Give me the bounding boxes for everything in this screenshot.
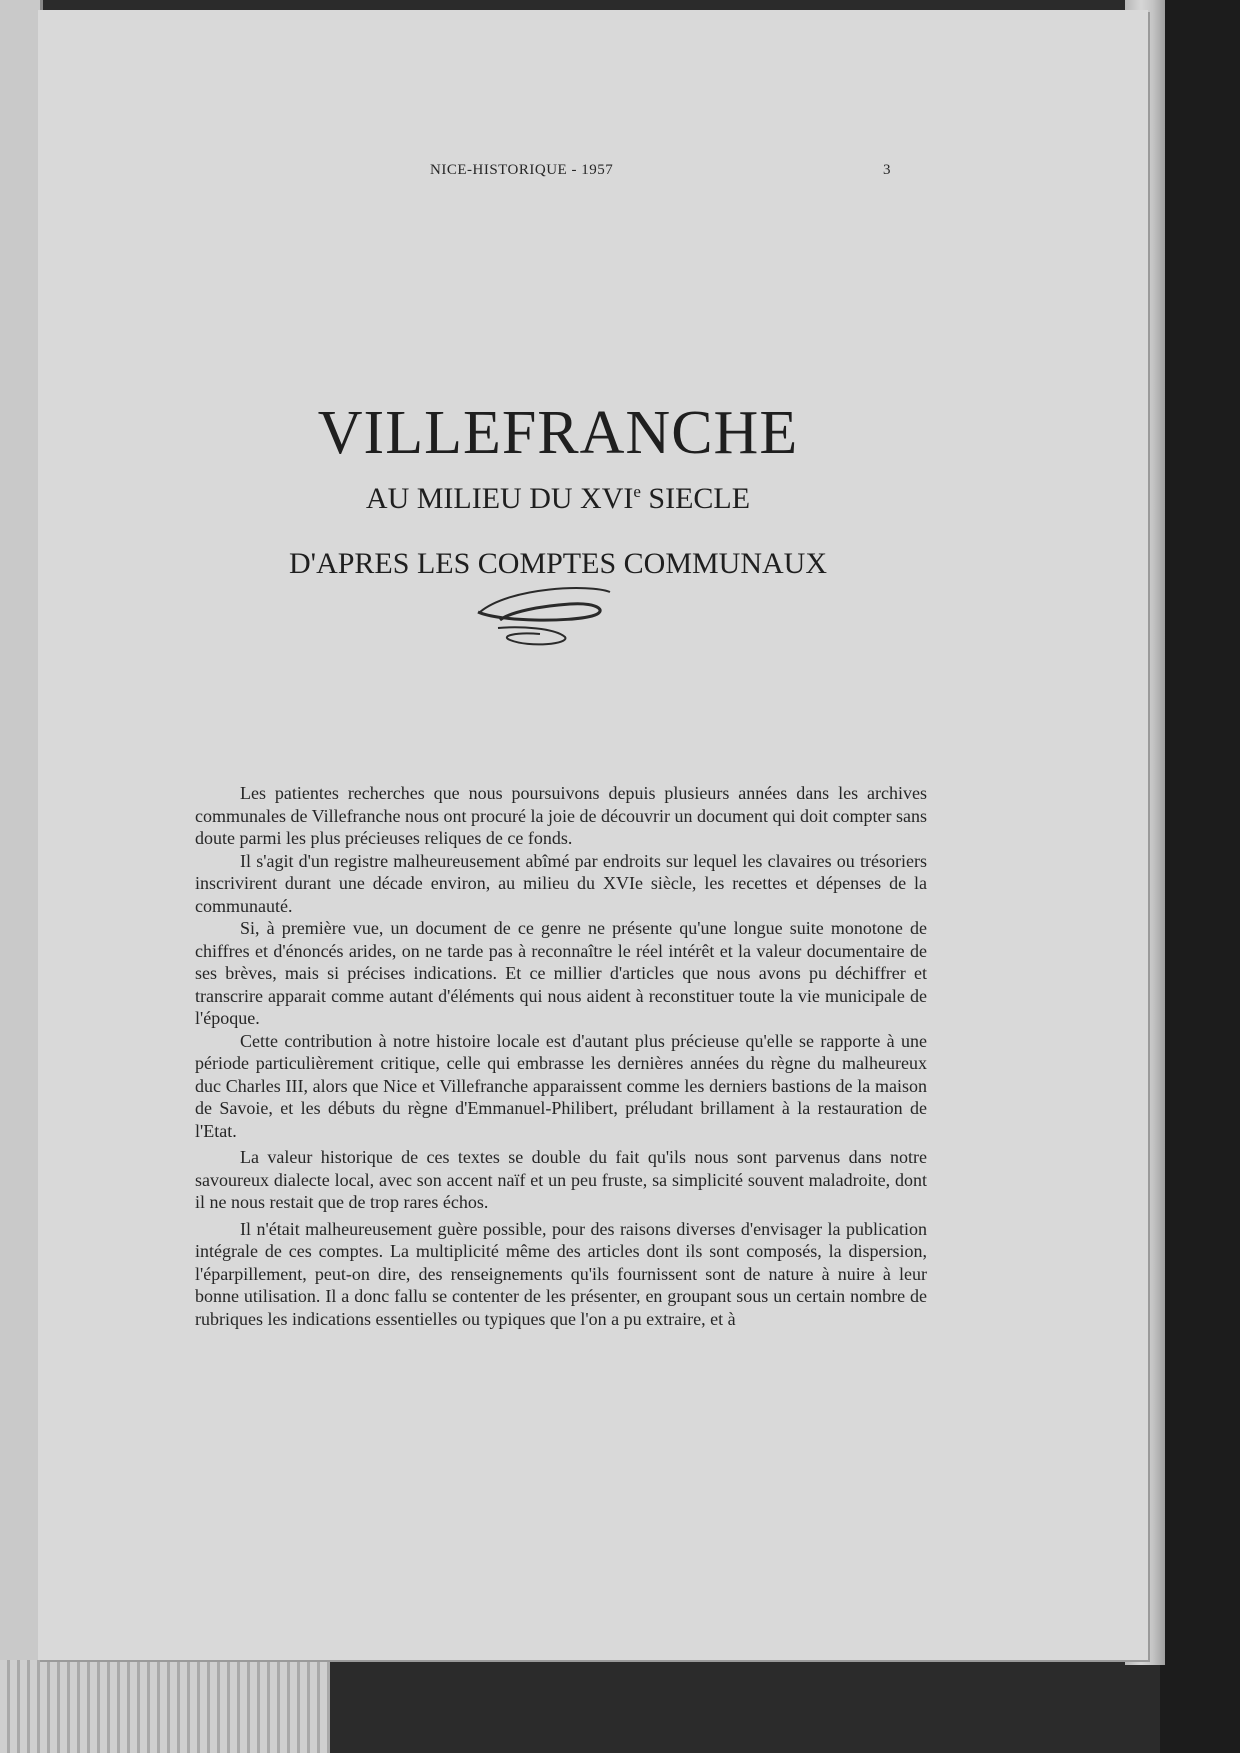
document-page — [38, 10, 1148, 1660]
paragraph: Il s'agit d'un registre malheureusement abîmé par endroits sur lequel les clavaires ou trésoriers inscrivirent durant une décade environ, au milieu du XVIe siècle, les recettes et dépenses de la communauté. — [195, 850, 927, 916]
page-number: 3 — [883, 162, 891, 178]
subtitle-1-superscript: e — [633, 482, 641, 501]
underlying-page-edge — [0, 0, 43, 1670]
running-header — [38, 162, 1148, 186]
article-title: VILLEFRANCHE — [317, 399, 799, 467]
knitted-fabric — [0, 1660, 330, 1753]
article-subtitle-1 — [38, 482, 1078, 516]
background-right — [1160, 0, 1240, 1753]
subtitle-1-text: AU MILIEU DU XVI — [365, 482, 634, 515]
flourish-ornament-icon — [470, 582, 620, 657]
paragraph: Il n'était malheureusement guère possible, pour des raisons diverses d'envisager la publication intégrale de ces comptes. La multiplicité même des articles dont ils sont composés, la dispersion, l'éparpillement, peut-on dire, des renseignements qu'ils fournissent sont de nature à nuire à leur bonne utilisation. Il a donc fallu se contenter de les présenter, en groupant sous un certain nombre de rubriques les indications essentielles ou typiques que l'on a pu extraire, et à — [195, 1218, 927, 1329]
article-body — [195, 782, 927, 1330]
paragraph: Si, à première vue, un document de ce genre ne présente qu'une longue suite monotone de chiffres et d'énoncés arides, on ne tarde pas à reconnaître le réel intérêt et la valeur documentaire de ses brèves, mais si précises indications. Et ce millier d'articles que nous avons pu déchiffrer et transcrire apparait comme autant d'éléments qui nous aident à reconstituer toute la vie municipale de l'époque. — [195, 918, 927, 1028]
paragraph: Cette contribution à notre histoire locale est d'autant plus précieuse qu'elle se rapporte à une période particulièrement critique, celle qui embrasse les dernières années du règne du malheureux duc Charles III, alors que Nice et Villefranche apparaissent comme les derniers bastions de la maison de Savoie, et les débuts du règne d'Emmanuel-Philibert, préludant brillament à la restauration de l'Etat. — [195, 1030, 927, 1141]
paragraph: La valeur historique de ces textes se double du fait qu'ils nous sont parvenus dans notre savoureux dialecte local, avec son accent naïf et un peu fruste, sa simplicité souvent maladroite, dont il ne nous restait que de trop rares échos. — [195, 1147, 927, 1212]
running-title: NICE-HISTORIQUE - 1957 — [430, 162, 614, 178]
article-subtitle-2: D'APRES LES COMPTES COMMUNAUX — [289, 547, 827, 580]
paragraph: Les patientes recherches que nous poursuivons depuis plusieurs années dans les archives communales de Villefranche nous ont procuré la joie de découvrir un document qui doit compter sans doute parmi les plus précieuses reliques de ce fonds. — [195, 783, 927, 848]
subtitle-1-text-end: SIECLE — [640, 482, 751, 515]
